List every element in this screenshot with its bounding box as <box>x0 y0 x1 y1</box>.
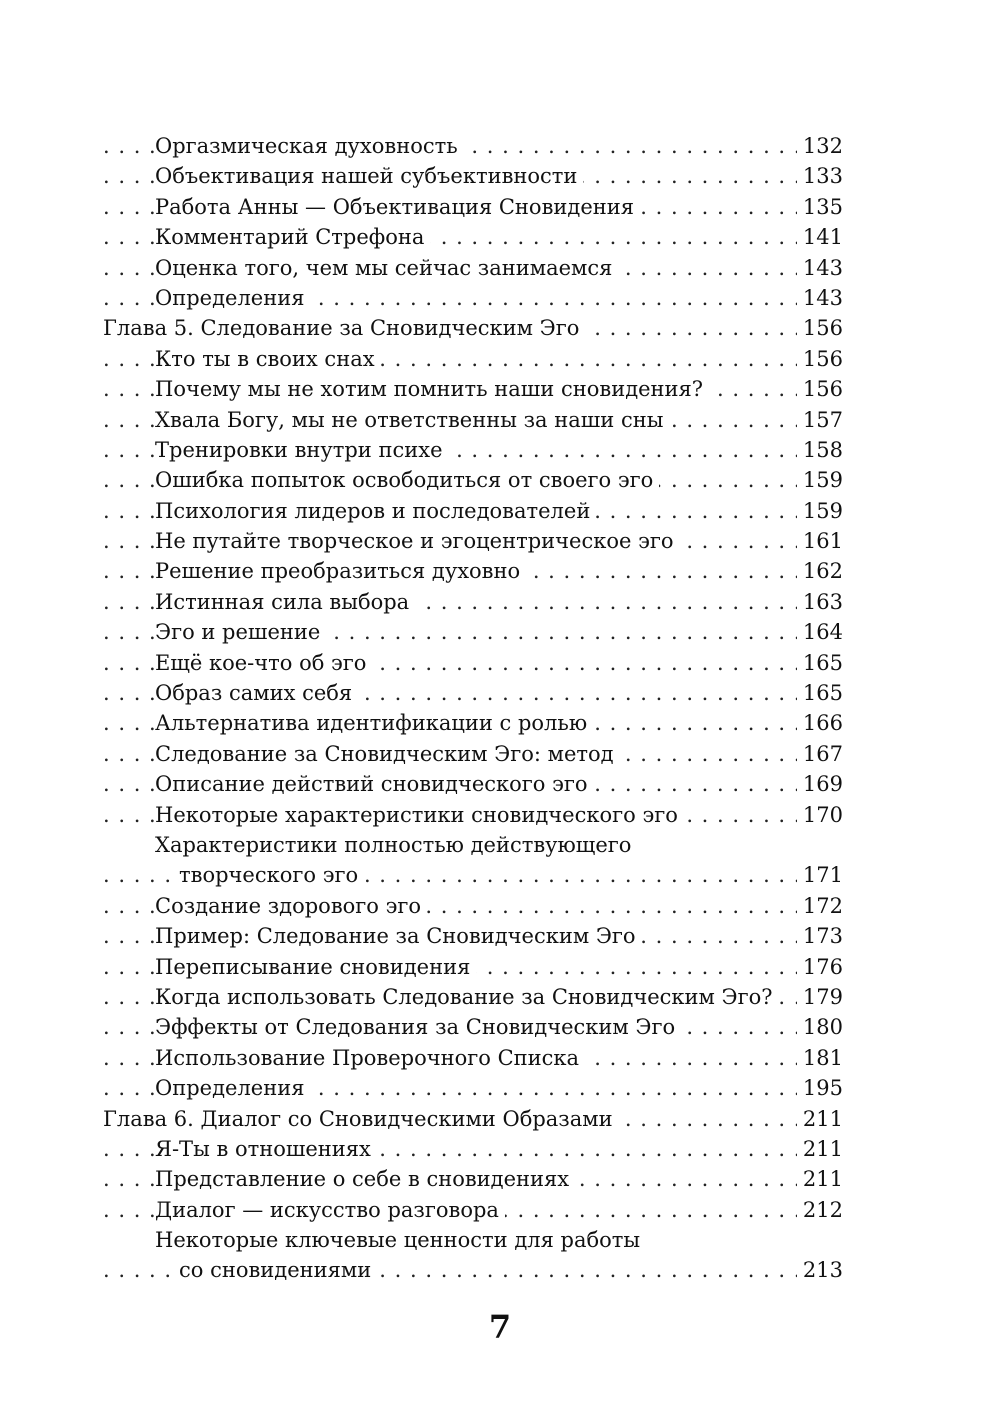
toc-chapter-entry <box>103 313 843 343</box>
toc-entry-page: 159 <box>797 465 843 495</box>
toc-entry-title: Почему мы не хотим помнить наши сновидения? <box>155 377 709 401</box>
toc-entry-page: 165 <box>797 678 843 708</box>
toc-entry-page: 167 <box>797 739 843 769</box>
toc-entry-title: Некоторые ключевые ценности для работы <box>155 1228 641 1253</box>
toc-entry <box>103 678 843 708</box>
toc-entry-page: 166 <box>797 708 843 738</box>
toc-entry <box>103 222 843 252</box>
toc-entry-page: 143 <box>797 253 843 283</box>
toc-entry-page: 170 <box>797 800 843 830</box>
toc-entry-title: Создание здорового эго <box>155 894 427 918</box>
toc-entry-page: 143 <box>797 283 843 313</box>
toc-entry <box>103 435 843 465</box>
toc-entry-page: 156 <box>797 313 843 343</box>
toc-entry <box>103 1255 843 1285</box>
toc-entry-page: 164 <box>797 617 843 647</box>
toc-entry-title: Решение преобразиться духовно <box>155 559 526 583</box>
toc-entry-page: 157 <box>797 405 843 435</box>
toc-entry-page: 141 <box>797 222 843 252</box>
toc-entry-title: Пример: Следование за Сновидческим Эго <box>155 924 642 948</box>
toc-entry <box>103 587 843 617</box>
toc-entry <box>103 374 843 404</box>
toc-entry <box>103 192 843 222</box>
toc-entry-title: Истинная сила выбора <box>155 590 415 614</box>
toc-entry-page: 211 <box>797 1104 843 1134</box>
toc-entry-page: 179 <box>797 982 843 1012</box>
toc-entry-title: Работа Анны — Объективация Сновидения <box>155 195 640 219</box>
toc-entry <box>103 556 843 586</box>
page-number: 7 <box>488 1308 512 1346</box>
toc-entry-title: Ещё кое-что об эго <box>155 651 372 675</box>
toc-entry-page: 180 <box>797 1012 843 1042</box>
toc-entry <box>103 1012 843 1042</box>
toc-entry-title: Тренировки внутри психе <box>155 438 449 462</box>
toc-entry <box>103 131 843 161</box>
toc-entry-page: 195 <box>797 1073 843 1103</box>
toc-entry-title: Глава 5. Следование за Сновидческим Эго <box>103 316 585 340</box>
toc-entry <box>103 405 843 435</box>
toc-entry-page: 162 <box>797 556 843 586</box>
toc-entry-title: Переписывание сновидения <box>155 955 476 979</box>
toc-entry-title: творческого эго <box>179 863 364 887</box>
toc-entry <box>103 465 843 495</box>
toc-entry-title: Комментарий Стрефона <box>155 225 430 249</box>
toc-chapter-entry <box>103 1104 843 1134</box>
toc-entry-title: Не путайте творческое и эгоцентрическое эго <box>155 529 680 553</box>
toc-entry-title: Психология лидеров и последователей <box>155 499 596 523</box>
toc-entry <box>103 860 843 890</box>
toc-entry <box>103 161 843 191</box>
toc-entry <box>103 1225 843 1255</box>
table-of-contents <box>103 131 843 1286</box>
toc-entry <box>103 769 843 799</box>
toc-entry-title: Альтернатива идентификации с ролью <box>155 711 593 735</box>
toc-entry-page: 211 <box>797 1134 843 1164</box>
toc-entry <box>103 1073 843 1103</box>
toc-entry-title: Определения <box>155 286 310 310</box>
toc-entry-title: Оценка того, чем мы сейчас занимаемся <box>155 256 618 280</box>
toc-entry <box>103 921 843 951</box>
toc-entry-title: Характеристики полностью действующего <box>155 832 632 857</box>
toc-entry-page: 212 <box>797 1195 843 1225</box>
toc-entry-page: 163 <box>797 587 843 617</box>
toc-entry <box>103 1164 843 1194</box>
toc-entry <box>103 1134 843 1164</box>
toc-entry <box>103 617 843 647</box>
toc-entry <box>103 800 843 830</box>
toc-entry-page: 176 <box>797 952 843 982</box>
toc-entry-page: 159 <box>797 496 843 526</box>
toc-entry <box>103 648 843 678</box>
toc-entry-page: 161 <box>797 526 843 556</box>
toc-entry <box>103 982 843 1012</box>
toc-entry-page: 158 <box>797 435 843 465</box>
toc-entry-title: Ошибка попыток освободиться от своего эго <box>155 468 659 492</box>
toc-entry <box>103 526 843 556</box>
toc-entry <box>103 739 843 769</box>
toc-entry-title: Некоторые характеристики сновидческого эго <box>155 803 684 827</box>
toc-entry-title: Кто ты в своих снах <box>155 347 381 371</box>
toc-entry <box>103 830 843 860</box>
toc-entry-page: 213 <box>797 1255 843 1285</box>
toc-entry-title: Использование Проверочного Списка <box>155 1046 585 1070</box>
toc-entry-title: Определения <box>155 1076 310 1100</box>
toc-entry <box>103 283 843 313</box>
toc-entry-title: Хвала Богу, мы не ответственны за наши сны <box>155 408 669 432</box>
toc-entry-title: Я-Ты в отношениях <box>155 1137 377 1161</box>
toc-entry-page: 173 <box>797 921 843 951</box>
toc-entry-page: 133 <box>797 161 843 191</box>
toc-entry-page: 156 <box>797 374 843 404</box>
toc-entry <box>103 1195 843 1225</box>
toc-entry-page: 132 <box>797 131 843 161</box>
toc-entry <box>103 344 843 374</box>
toc-entry-page: 156 <box>797 344 843 374</box>
toc-entry-page: 165 <box>797 648 843 678</box>
toc-entry-title: Описание действий сновидческого эго <box>155 772 594 796</box>
toc-entry-title: со сновидениями <box>179 1258 377 1282</box>
toc-entry-page: 169 <box>797 769 843 799</box>
toc-entry-title: Эффекты от Следования за Сновидческим Эго <box>155 1015 681 1039</box>
toc-entry <box>103 1043 843 1073</box>
toc-entry-page: 171 <box>797 860 843 890</box>
toc-entry-title: Эго и решение <box>155 620 326 644</box>
toc-entry-title: Оргазмическая духовность <box>155 134 464 158</box>
toc-entry-title: Объективация нашей субъективности <box>155 164 583 188</box>
toc-entry-title: Диалог — искусство разговора <box>155 1198 505 1222</box>
toc-entry-page: 211 <box>797 1164 843 1194</box>
toc-entry-title: Образ самих себя <box>155 681 358 705</box>
toc-entry-page: 172 <box>797 891 843 921</box>
toc-entry-title: Когда использовать Следование за Сновидческим Эго? <box>155 985 779 1009</box>
toc-entry-title: Глава 6. Диалог со Сновидческими Образами <box>103 1107 619 1131</box>
toc-entry <box>103 891 843 921</box>
toc-entry-page: 135 <box>797 192 843 222</box>
toc-entry <box>103 708 843 738</box>
toc-entry <box>103 253 843 283</box>
toc-entry-page: 181 <box>797 1043 843 1073</box>
toc-entry <box>103 952 843 982</box>
toc-entry-title: Следование за Сновидческим Эго: метод <box>155 742 620 766</box>
toc-entry-title: Представление о себе в сновидениях <box>155 1167 575 1191</box>
toc-entry <box>103 496 843 526</box>
